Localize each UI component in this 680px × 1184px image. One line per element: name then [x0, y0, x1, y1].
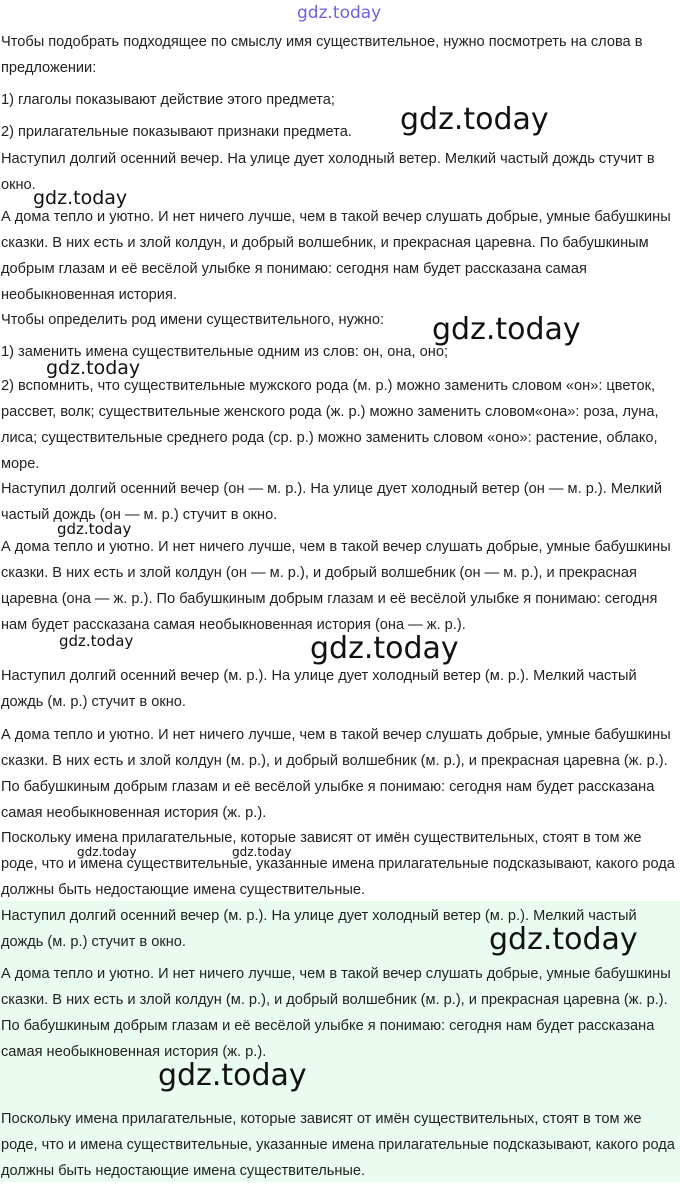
- watermark: gdz.today: [57, 520, 132, 538]
- annotated-paragraph-1: Наступил долгий осенний вечер (он — м. р.). На улице дует холодный ветер (он — м. р.). Мелкий частый дождь (он — м. р.) стучит в окно.: [1, 481, 662, 523]
- gender-rule-item-1: 1) заменить имена существительные одним из слов: он, она, оно;: [1, 344, 448, 360]
- answer-paragraph-2: А дома тепло и уютно. И нет ничего лучше, чем в такой вечер слушать добрые, умные бабушкины сказки. В них есть и злой колдун (м. р.), и добрый волшебник (м. р.), и прекрасная царевна (ж. р.). По бабушкиным добрым глазам и её весёлой улыбке я понимаю: сегодня нам будет рассказана самая необыкновенная история (ж. р.).: [1, 966, 671, 1060]
- intro-paragraph: Чтобы подобрать подходящее по смыслу имя существительное, нужно посмотреть на слова в предложении:: [1, 34, 643, 76]
- watermark: gdz.today: [158, 1058, 307, 1093]
- story-paragraph-1: Наступил долгий осенний вечер. На улице дует холодный ветер. Мелкий частый дождь стучит в окно.: [1, 151, 655, 193]
- short-annotated-paragraph-1: Наступил долгий осенний вечер (м. р.). На улице дует холодный ветер (м. р.). Мелкий частый дождь (м. р.) стучит в окно.: [1, 668, 637, 710]
- answer-explanation: Поскольку имена прилагательные, которые зависят от имён существительных, стоят в том же роде, что и имена существительные, указанные имена прилагательные подсказывают, какого рода должны быть недостающие имена существительные.: [1, 1111, 675, 1179]
- annotated-paragraph-2: А дома тепло и уютно. И нет ничего лучше, чем в такой вечер слушать добрые, умные бабушкины сказки. В них есть и злой колдун (он — м. р.), и добрый волшебник (он — м. р.), и прекрасная царевна (она — ж. р.). По бабушкиным добрым глазам и её весёлой улыбке я понимаю: сегодня нам будет рассказана самая необыкновенная история (она — ж. р.).: [1, 539, 671, 633]
- rule-item-adjectives: 2) прилагательные показывают признаки предмета.: [1, 124, 352, 140]
- watermark: gdz.today: [232, 845, 292, 859]
- watermark: gdz.today: [59, 632, 134, 650]
- watermark: gdz.today: [489, 922, 638, 957]
- gender-rule-item-2: 2) вспомнить, что существительные мужского рода (м. р.) можно заменить словом «он»: цветок, рассвет, волк; существительные женского рода (ж. р.) можно заменить словом«она»: роза, луна, лиса; существительные среднего рода (ср. р.) можно заменить словом «оно»: растение, облако, море.: [1, 378, 659, 472]
- watermark: gdz.today: [400, 102, 549, 137]
- gender-rule-heading: Чтобы определить род имени существительного, нужно:: [1, 312, 385, 328]
- rule-item-verbs: 1) глаголы показывают действие этого предмета;: [1, 92, 335, 108]
- watermark: gdz.today: [432, 312, 581, 347]
- watermark: gdz.today: [77, 845, 137, 859]
- watermark: gdz.today: [33, 187, 128, 209]
- answer-paragraph-1: Наступил долгий осенний вечер (м. р.). На улице дует холодный ветер (м. р.). Мелкий частый дождь (м. р.) стучит в окно.: [1, 908, 637, 950]
- watermark: gdz.today: [310, 631, 459, 666]
- story-paragraph-2: А дома тепло и уютно. И нет ничего лучше, чем в такой вечер слушать добрые, умные бабушкины сказки. В них есть и злой колдун, и добрый волшебник, и прекрасная царевна. По бабушкиным добрым глазам и её весёлой улыбке я понимаю: сегодня нам будет рассказана самая необыкновенная история.: [1, 209, 671, 303]
- site-logo-link[interactable]: gdz.today: [297, 3, 382, 23]
- watermark: gdz.today: [46, 357, 141, 379]
- short-annotated-paragraph-2: А дома тепло и уютно. И нет ничего лучше, чем в такой вечер слушать добрые, умные бабушкины сказки. В них есть и злой колдун (м. р.), и добрый волшебник (м. р.), и прекрасная царевна (ж. р.). По бабушкиным добрым глазам и её весёлой улыбке я понимаю: сегодня нам будет рассказана самая необыкновенная история (ж. р.).: [1, 727, 671, 821]
- explanation-paragraph: Поскольку имена прилагательные, которые зависят от имён существительных, стоят в том же роде, что и имена существительные, указанные имена прилагательные подсказывают, какого рода должны быть недостающие имена существительные.: [1, 830, 675, 898]
